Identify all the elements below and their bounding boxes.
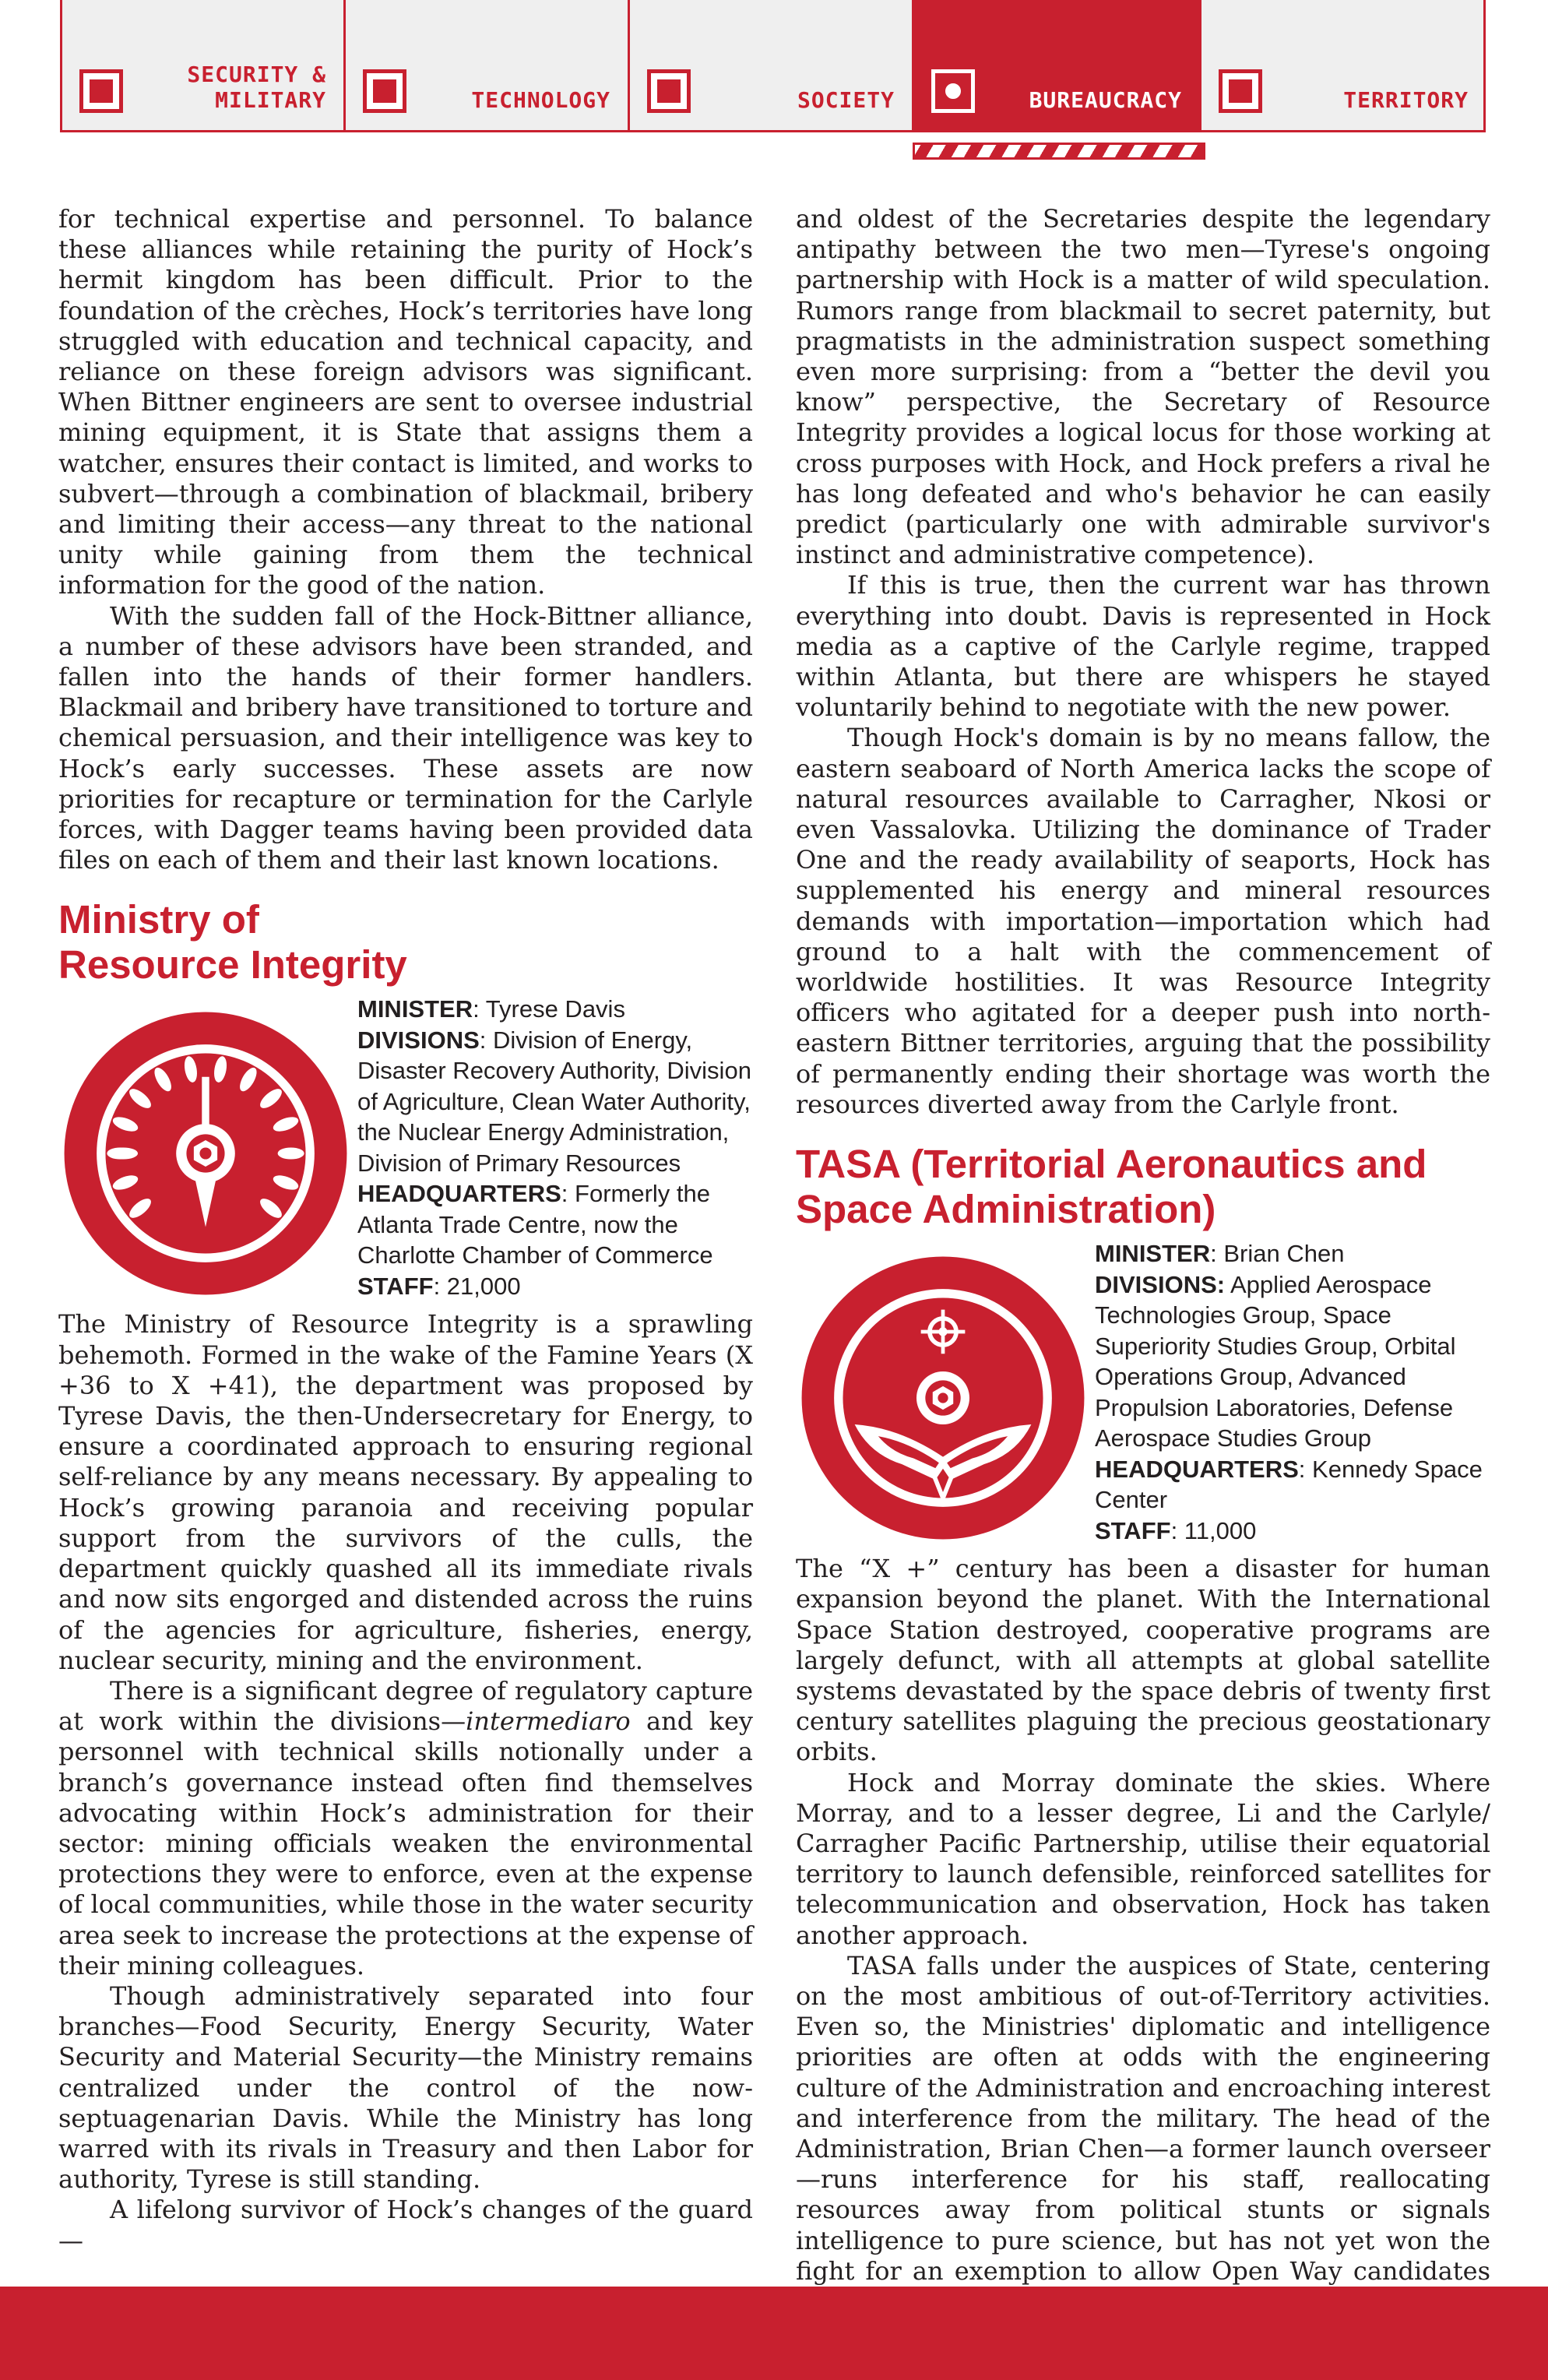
paragraph: There is a significant degree of regulatory capture at work within the divisions—intermediaro and key personnel with technical skills notionally under a branch’s governance instead often find themselves advocating within Hock’s administration for their sector: mining officials weaken the environmental protections they were to enforce, even at the expense of local communities, while those in the water security area seek to increase the protections at the expense of their mining colleagues. [58,1675,754,1980]
divisions-row: DIVISIONS: Division of Energy, Disaster Recovery Authority, Division of Agriculture, Clean Water Authority, the Nuclear Energy Administration, Division of Primary Resources [357,1026,751,1177]
paragraph: Hock and Morray dominate the skies. Where Morray, and to a lesser degree, Li and the Carlyle/ Carragher Pacific Partnership, utilise their equatorial territory to launch defensible, reinforced satellites for telecommunication and observation, Hock has taken another approach. [796,1767,1490,1950]
paragraph: The “X +” century has been a disaster for human expansion beyond the planet. With the International Space Station destroyed, cooperative programs are largely defunct, with all attempts at global satellite systems devastated by the space debris of twenty first century satellites plaguing the precious geostationary orbits. [796,1554,1490,1767]
ministry-resource-integrity-emblem [58,1006,353,1301]
paragraph: and oldest of the Secretaries despite the legendary antipathy between the two men—Tyrese's ongoing partnership with Hock is a matter of wild speculation. Rumors range from blackmail to secret paternity, but pragmatists in the administration suspect something even more surprising: from a “better the devil you know” perspective, the Secretary of Resource Integrity provides a logical locus for those working at cross purposes with Hock, and Hock prefers a rival he has long defeated and who's behavior he can easily predict (particularly one with admirable survivor's instinct and administrative competence). [796,204,1490,570]
tab-label: SOCIETY [797,87,895,113]
section-heading-resource-integrity: Ministry of Resource Integrity [58,897,407,988]
paragraph: The Ministry of Resource Integrity is a sprawling behemoth. Formed in the wake of the Famine Years (X +36 to X +41), the department was proposed by Tyrese Davis, the then-Undersecretary for Energy, to ensure a coordinated approach to ensuring regional self-reliance by any means necessary. By appealing to Hock’s growing paranoia and receiving popular support from the survivors of the culls, the department quickly quashed all its immediate rivals and now sits engorged and distended across the ruins of the agencies for agriculture, fisheries, energy, nuclear security, mining and the environment. [58,1309,753,1675]
minister-row: MINISTER: Tyrese Davis [357,995,625,1023]
tab-label-line1: SECURITY & [187,62,326,87]
tab-security-military[interactable] [62,0,346,130]
headquarters-row: HEADQUARTERS: Kennedy Space Center [1095,1455,1483,1514]
paragraph: TASA falls under the auspices of State, centering on the most ambitious of out-of-Territory activities. Even so, the Ministries' diplomatic and intelligence priorities are often at odds with the engineering culture of the Administration and encroaching interest and interference from the military. The head of the Administration, Brian Chen—a former launch overseer—runs interference for his staff, reallocating resources away from political stunts or signals intelligence to pure science, but has not yet won the fight for an exemption to allow Open Way candidates [796,1950,1490,2286]
tab-square-icon [79,69,123,113]
tab-technology[interactable] [346,0,630,130]
paragraph: With the sudden fall of the Hock-Bittner alliance, a number of these advisors have been stranded, and fallen into the hands of their former handlers. Blackmail and bribery have transitioned to torture and chemical persuasion, and their intelligence was key to Hock’s early successes. These assets are now priorities for recapture or termination for the Carlyle forces, with Dagger teams having been provided data files on each of them and their last known locations. [58,600,753,875]
staff-row: STAFF: 21,000 [357,1272,521,1300]
ministry-details [1090,1238,1490,1546]
tab-label: TERRITORY [1343,87,1469,113]
paragraph: Though Hock's domain is by no means fallow, the eastern seaboard of North America lacks the scope of natural resources available to Carragher, Nkosi or even Vassalovka. Utilizing the dominance of Trader One and the ready availability of seaports, Hock has supplemented his energy and mineral resources demands with importation—importation which had ground to a halt with the commencement of worldwide hostilities. It was Resource Integrity officers who agitated for a deeper push into north-eastern Bittner territories, arguing that the possibility of permanently ending their shortage was worth the resources diverted away from the Carlyle front. [796,723,1490,1119]
paragraph: A lifelong survivor of Hock’s changes of the guard— [58,2195,753,2255]
tab-territory[interactable] [1201,0,1486,130]
staff-row: STAFF: 11,000 [1095,1516,1257,1544]
ministry-details [353,994,753,1301]
divisions-row: DIVISIONS: Applied Aerospace Technologies Group, Space Superiority Studies Group, Orbital Operations Group, Advanced Propulsion Laboratories, Defense Aerospace Studies Group [1095,1270,1456,1452]
left-column [58,204,753,2256]
active-tab-hazard-stripe [913,143,1205,160]
tab-label-line2: MILITARY [215,87,326,113]
section-heading-tasa: TASA (Territorial Aeronautics and Space Administration) [796,1142,1427,1232]
paragraph: Though administratively separated into four branches—Food Security, Energy Security, Water Security and Material Security—the Ministry remains centralized under the control of the now-septuagenarian Davis. While the Ministry has long warred with its rivals in Treasury and then Labor for authority, Tyrese is still standing. [58,1980,753,2195]
paragraph: If this is true, then the current war has thrown everything into doubt. Davis is represented in Hock media as a captive of the Carlyle regime, trapped within Atlanta, but there are whispers he stayed voluntarily behind to negotiate with the new power. [796,570,1490,723]
ministry-infobox [58,994,753,1301]
headquarters-row: HEADQUARTERS: Formerly the Atlanta Trade Centre, now the Charlotte Chamber of Commerce [357,1180,713,1269]
footer-bar [0,2287,1548,2380]
tab-square-icon [363,69,406,113]
ministry-infobox [796,1238,1490,1546]
section-nav [60,0,1486,132]
tasa-emblem [796,1251,1090,1545]
minister-row: MINISTER: Brian Chen [1095,1240,1345,1268]
tab-circle-icon [931,69,975,113]
tab-bureaucracy[interactable] [914,0,1201,130]
tab-label: BUREAUCRACY [1029,87,1182,113]
tab-square-icon [647,69,691,113]
right-column [796,204,1490,2317]
tab-square-icon [1219,69,1262,113]
tab-label: TECHNOLOGY [471,87,610,113]
tab-society[interactable] [630,0,914,130]
paragraph: for technical expertise and personnel. To balance these alliances while retaining the purity of Hock’s hermit kingdom has been difficult. Prior to the foundation of the crèches, Hock’s territories have long struggled with education and technical capacity, and reliance on these foreign advisors was significant. When Bittner engineers are sent to oversee industrial mining equipment, it is State that assigns them a watcher, ensures their contact is limited, and works to subvert—through a combination of blackmail, bribery and limiting their access—any threat to the national unity while gaining from them the technical information for the good of the nation. [58,204,753,600]
